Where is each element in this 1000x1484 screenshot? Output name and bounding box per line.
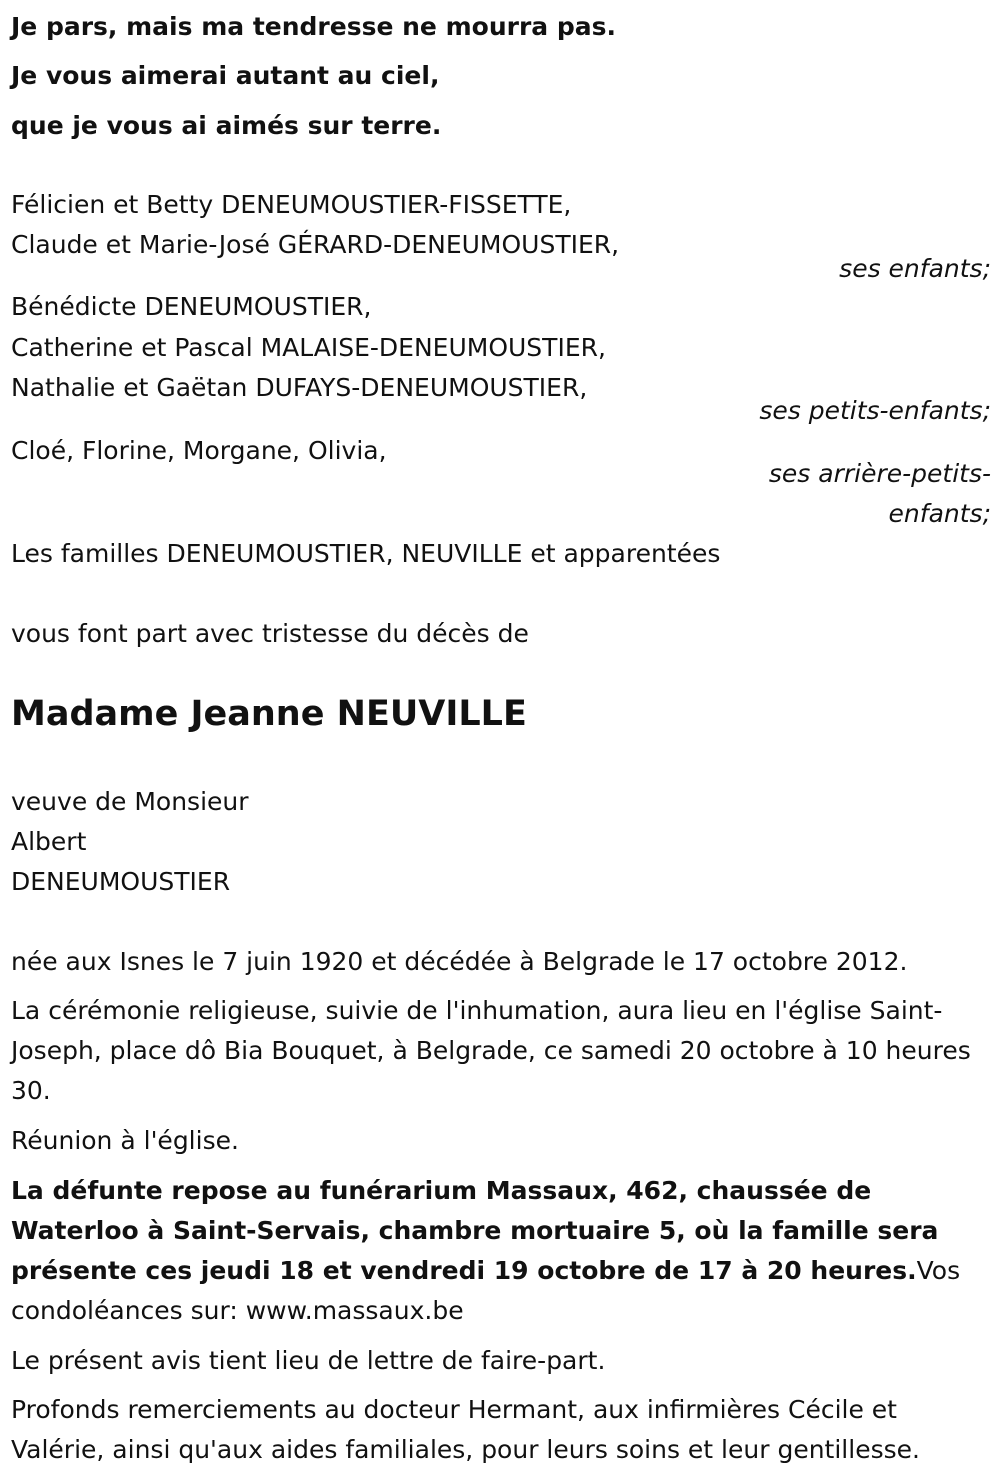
announcement-line: vous font part avec tristesse du décès de — [11, 619, 529, 648]
poem-line-2: Je vous aimerai autant au ciel, — [11, 61, 440, 90]
children-name-1: Félicien et Betty DENEUMOUSTIER-FISSETTE, — [11, 190, 572, 219]
grandchildren-name-1: Bénédicte DENEUMOUSTIER, — [11, 292, 372, 321]
birth-death-line: née aux Isnes le 7 juin 1920 et décédée à Belgrade le 17 octobre 2012. — [11, 947, 908, 976]
great-grandchildren-names: Cloé, Florine, Morgane, Olivia, — [11, 436, 387, 465]
notice-line: Le présent avis tient lieu de lettre de faire-part. — [11, 1346, 606, 1375]
funerarium-paragraph — [11, 1171, 993, 1331]
children-name-2: Claude et Marie-José GÉRARD-DENEUMOUSTIER, — [11, 230, 620, 259]
poem-line-1: Je pars, mais ma tendresse ne mourra pas. — [11, 12, 616, 41]
widow-of-line-1: veuve de Monsieur — [11, 787, 249, 816]
great-grandchildren-role-line-1: ses arrière-petits- — [768, 459, 991, 488]
grandchildren-name-2: Catherine et Pascal MALAISE-DENEUMOUSTIER, — [11, 333, 606, 362]
condolences-text: Vos condoléances sur: www.massaux.be — [11, 1256, 961, 1325]
ceremony-paragraph: La cérémonie religieuse, suivie de l'inhumation, aura lieu en l'église Saint-Joseph, place dô Bia Bouquet, à Belgrade, ce samedi 20 octobre à 10 heures 30. — [11, 996, 971, 1105]
thanks-paragraph: Profonds remerciements au docteur Hermant, aux infirmières Cécile et Valérie, ainsi qu'aux aides familiales, pour leurs soins et leur gentillesse. — [11, 1395, 920, 1464]
deceased-name: Madame Jeanne NEUVILLE — [11, 694, 527, 734]
children-role: ses enfants; — [839, 254, 991, 283]
grandchildren-role: ses petits-enfants; — [759, 396, 991, 425]
families-line: Les familles DENEUMOUSTIER, NEUVILLE et apparentées — [11, 539, 721, 568]
great-grandchildren-role-line-2: enfants; — [888, 499, 991, 528]
funerarium-details: La défunte repose au funérarium Massaux, 462, chaussée de Waterloo à Saint-Servais, chambre mortuaire 5, où la famille sera présente ces jeudi 18 et vendredi 19 octobre de 17 à 20 heures. — [11, 1176, 939, 1285]
widow-of-line-3: DENEUMOUSTIER — [11, 867, 231, 896]
reunion-line: Réunion à l'église. — [11, 1126, 239, 1155]
grandchildren-name-3: Nathalie et Gaëtan DUFAYS-DENEUMOUSTIER, — [11, 373, 588, 402]
poem-line-3: que je vous ai aimés sur terre. — [11, 111, 442, 140]
widow-of-line-2: Albert — [11, 827, 87, 856]
